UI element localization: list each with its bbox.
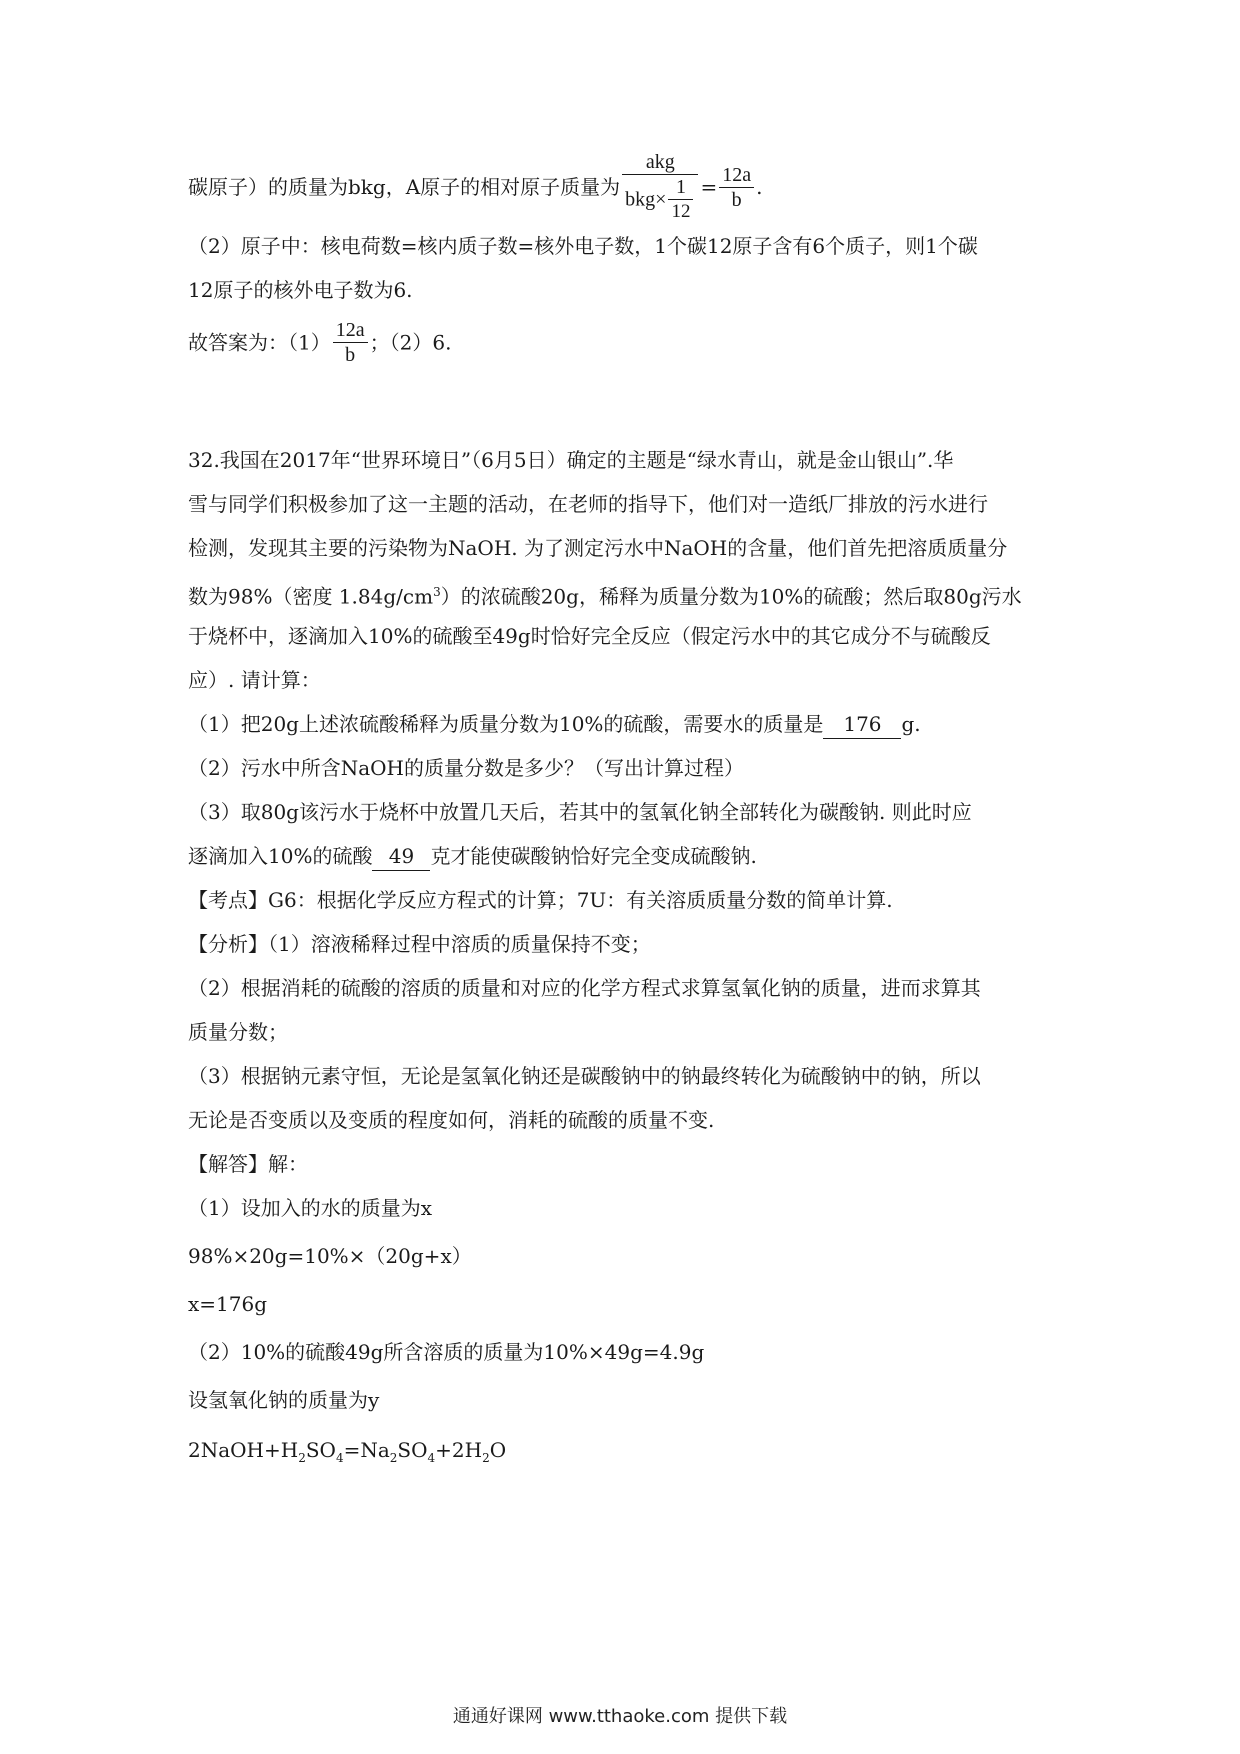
- text-segment: 逐滴加入10%的硫酸: [188, 844, 373, 868]
- eq-part: +2H: [435, 1438, 483, 1462]
- eq-part: SO: [397, 1438, 428, 1462]
- eq-part: O: [489, 1438, 507, 1462]
- fraction-12a-b: [333, 318, 368, 367]
- answer-line: [188, 318, 1058, 367]
- text-line: 质量分数；: [188, 1020, 288, 1044]
- text-segment: g.: [901, 712, 921, 736]
- question-32-line: 32.我国在2017年“世界环境日”（6月5日）确定的主题是“绿水青山，就是金山银山”.华: [188, 448, 954, 472]
- subscript: 4: [427, 1451, 436, 1465]
- text-line: [188, 578, 1058, 611]
- text-line: 应）. 请计算：: [188, 668, 321, 692]
- subscript: 4: [335, 1451, 344, 1465]
- text-segment: 克才能使碳酸钠恰好完全变成硫酸钠.: [430, 844, 757, 868]
- line-relative-atomic-mass: [188, 150, 1058, 224]
- answer-blank: 49: [372, 842, 430, 871]
- text-line: 雪与同学们积极参加了这一主题的活动，在老师的指导下，他们对一造纸厂排放的污水进行: [188, 492, 988, 516]
- text-line: 设氢氧化钠的质量为y: [188, 1388, 380, 1412]
- fraction-akg: [622, 150, 698, 224]
- sub-question-3: （3）取80g该污水于烧杯中放置几天后，若其中的氢氧化钠全部转化为碳酸钠. 则此时应: [188, 800, 972, 824]
- fraction-numerator: 12a: [719, 163, 754, 188]
- fraction-denominator: b: [345, 344, 356, 366]
- fraction-numerator: akg: [622, 150, 698, 175]
- eq-part: SO: [305, 1438, 336, 1462]
- fraction-one-twelfth: [668, 175, 693, 224]
- text-line: 12原子的核外电子数为6.: [188, 278, 413, 302]
- text-line: 于烧杯中，逐滴加入10%的硫酸至49g时恰好完全反应（假定污水中的其它成分不与硫酸反: [188, 624, 991, 648]
- subscript: 2: [298, 1451, 306, 1465]
- text-line: 无论是否变质以及变质的程度如何，消耗的硫酸的质量不变.: [188, 1108, 715, 1132]
- text-line: 检测，发现其主要的污染物为NaOH. 为了测定污水中NaOH的含量，他们首先把溶质质量分: [188, 536, 1008, 560]
- fraction-numerator: 12a: [333, 318, 368, 343]
- subscript: 2: [482, 1451, 490, 1465]
- text-line: （1）设加入的水的质量为x: [188, 1196, 433, 1220]
- text-line: （2）原子中：核电荷数=核内质子数=核外电子数，1个碳12原子含有6个质子，则1个碳: [188, 234, 978, 258]
- subscript: 2: [389, 1451, 398, 1465]
- fraction-denominator: b: [731, 188, 742, 211]
- text-segment: （1）把20g上述浓硫酸稀释为质量分数为10%的硫酸，需要水的质量是: [188, 712, 824, 736]
- text-line: 98%×20g=10%×（20g+x）: [188, 1244, 472, 1268]
- jieda-line: 【解答】解：: [188, 1152, 308, 1176]
- equals-sign: =: [700, 175, 718, 199]
- denominator-text: bkg×: [625, 188, 667, 211]
- text-line: （2）根据消耗的硫酸的溶质的质量和对应的化学方程式求算氢氧化钠的质量，进而求算其: [188, 976, 981, 1000]
- text-line: x=176g: [188, 1292, 268, 1316]
- fraction-numerator: 1: [668, 175, 693, 200]
- sub-question-1: [188, 710, 1058, 739]
- text-segment: ；（2）6.: [369, 330, 452, 355]
- period: .: [756, 175, 763, 199]
- footer-watermark: 通通好课网 www.tthaoke.com 提供下载: [452, 1706, 788, 1727]
- text-line: （3）根据钠元素守恒，无论是氢氧化钠还是碳酸钠中的钠最终转化为硫酸钠中的钠，所以: [188, 1064, 981, 1088]
- fraction-12a-b: [719, 163, 754, 212]
- fraction-denominator: 12: [671, 201, 691, 222]
- eq-part: 2NaOH+H: [188, 1438, 299, 1462]
- chemical-equation: [188, 1436, 1058, 1472]
- superscript: 3: [433, 585, 441, 599]
- fraction-denominator: [622, 175, 698, 224]
- eq-part: =Na: [343, 1438, 390, 1462]
- fenxi-line: 【分析】（1）溶液稀释过程中溶质的质量保持不变；: [188, 932, 651, 956]
- text-segment: 故答案为：（1）: [188, 330, 331, 355]
- text-segment: ）的浓硫酸20g，稀释为质量分数为10%的硫酸；然后取80g污水: [440, 584, 1022, 609]
- text-segment: 数为98%（密度 1.84g/cm: [188, 584, 434, 609]
- text-line: （2）10%的硫酸49g所含溶质的质量为10%×49g=4.9g: [188, 1340, 705, 1364]
- answer-blank: 176: [823, 710, 901, 739]
- text-segment: 碳原子）的质量为bkg，A原子的相对原子质量为: [188, 175, 621, 199]
- sub-question-2: （2）污水中所含NaOH的质量分数是多少？（写出计算过程）: [188, 756, 744, 780]
- text-line: [188, 842, 1058, 871]
- kaodian-line: 【考点】G6：根据化学反应方程式的计算；7U：有关溶质质量分数的简单计算.: [188, 888, 893, 912]
